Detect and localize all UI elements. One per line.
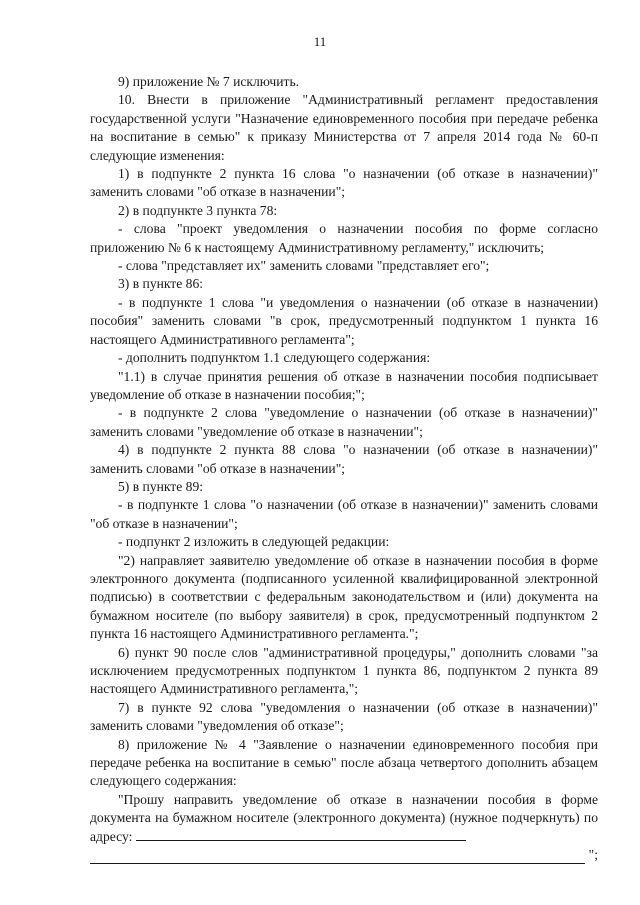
- paragraph: - слова "представляет их" заменить словами "представляет его";: [118, 258, 490, 274]
- paragraph: 6) пункт 90 после слов "административной процедуры," дополнить словами "за исключением предусмотренных подпунктом 1 пункта 86, подпунктом 2 пункта 89 настоящего Административного регламента,";: [90, 644, 598, 697]
- document-body: [90, 73, 598, 864]
- paragraph: 1) в подпункте 2 пункта 16 слова "о назначении (об отказе в назначении)" заменить словами "об отказе в назначении";: [90, 166, 598, 200]
- paragraph: - подпункт 2 изложить в следующей редакции:: [118, 534, 390, 550]
- closing-quote: ";: [588, 847, 598, 863]
- paragraph: 4) в подпункте 2 пункта 88 слова "о назначении (об отказе в назначении)" заменить словами "об отказе в назначении";: [90, 442, 598, 476]
- paragraph: 5) в пункте 89:: [118, 478, 204, 494]
- address-blank-rule-inline: [136, 828, 466, 841]
- paragraph: 3) в пункте 86:: [118, 276, 204, 292]
- paragraph: "2) направляет заявителю уведомление об отказе в назначении пособия в форме электронного документа (подписанного усиленной квалифицированной электронной подписью) в соответствии с федеральным законодательством и (или) документа на бумажном носителе (по выбору заявителя) в срок, предусмотренный подпунктом 2 пункта 16 настоящего Административного регламента.";: [90, 552, 598, 642]
- paragraph: - в подпункте 1 слова "и уведомления о назначении (об отказе в назначении) пособия" заменить словами "в срок, предусмотренный подпунктом 1 пункта 16 настоящего Административного регламента";: [90, 294, 598, 347]
- paragraph: 10. Внести в приложение "Административный регламент предоставления государственной услуги "Назначение единовременного пособия при передаче ребенка на воспитание в семью" к приказу Министерства от 7 апреля 2014 года № 60-п следующие изменения:: [90, 92, 598, 163]
- paragraph: - в подпункте 2 слова "уведомление о назначении (об отказе в назначении)" заменить словами "уведомление об отказе в назначении";: [90, 405, 598, 439]
- paragraph: - в подпункте 1 слова "о назначении (об отказе в назначении)" заменить словами "об отказе в назначении";: [90, 497, 598, 531]
- paragraph: 8) приложение № 4 "Заявление о назначении единовременного пособия при передаче ребенка на воспитание в семью" после абзаца четвертого дополнить абзацем следующего содержания:: [90, 736, 598, 789]
- page-number: 11: [313, 34, 327, 49]
- paragraph: 7) в пункте 92 слова "уведомления о назначении (об отказе в назначении)" заменить словами "уведомления об отказе";: [90, 699, 598, 734]
- paragraph: 9) приложение № 7 исключить.: [118, 74, 300, 89]
- blank-rule: [90, 850, 585, 864]
- paragraph: - слова "проект уведомления о назначении пособия по форме согласно приложению № 6 к настоящему Административному регламенту," исключить;: [90, 221, 598, 255]
- paragraph: - дополнить подпунктом 1.1 следующего содержания:: [118, 350, 431, 366]
- paragraph: 2) в подпункте 3 пункта 78:: [118, 202, 278, 218]
- paragraph: "1.1) в случае принятия решения об отказе в назначении пособия подписывает уведомление об отказе в назначении пособия;";: [90, 368, 598, 402]
- address-blank-line: [90, 846, 598, 864]
- paragraph: "Прошу направить уведомление об отказе в назначении пособия в форме документа на бумажном носителе (электронного документа) (нужное подчеркнуть) по адресу:: [90, 791, 598, 844]
